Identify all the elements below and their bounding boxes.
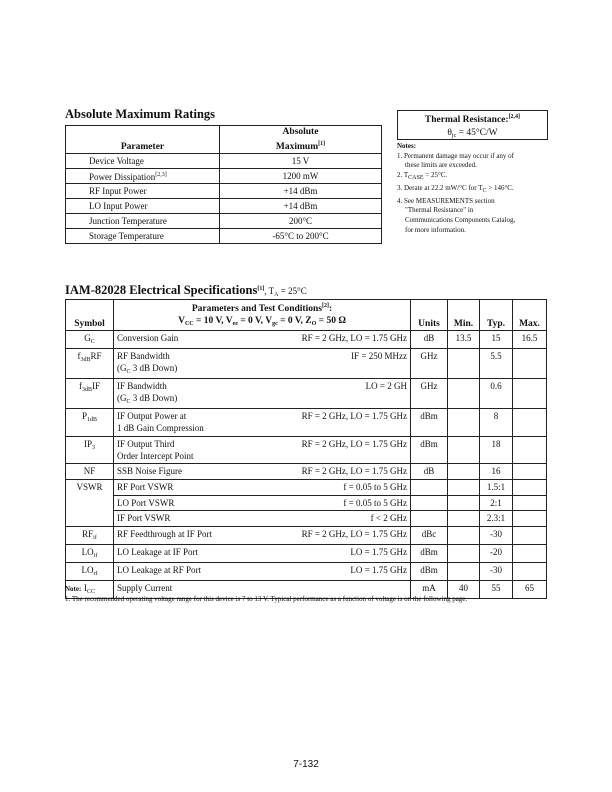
typ-cell: 16 — [480, 464, 513, 480]
max-cell — [513, 511, 547, 527]
min-cell: 13.5 — [448, 331, 480, 349]
symbol-cell: $LO_{if}$ — [66, 545, 114, 563]
absolute-max-ratings-table — [65, 125, 382, 244]
symbol-cell: NF — [66, 464, 114, 480]
param-cell: SSB Noise Figure RF = 2 GHz, LO = 1.75 GHz — [114, 464, 411, 480]
units-cell: GHz — [411, 349, 448, 379]
col-typ: Typ. — [480, 300, 513, 331]
table-row — [66, 464, 547, 480]
symbol-cell: $f_{3dB}RF$ — [66, 349, 114, 379]
max-cell — [513, 464, 547, 480]
param-cell: IF Bandwidth LO = 2 GH ($G_C$ 3 dB Down) — [114, 379, 411, 409]
electrical-specs-table — [65, 299, 547, 599]
max-cell — [513, 437, 547, 464]
col-parameter: Parameter — [66, 126, 220, 154]
symbol-cell: $LO_{rf}$ — [66, 563, 114, 581]
symbol-cell: $f_{3dB}IF$ — [66, 379, 114, 409]
max-cell: 16.5 — [513, 331, 547, 349]
symbol-cell: VSWR — [66, 480, 114, 527]
max-cell — [513, 563, 547, 581]
units-cell: dBc — [411, 527, 448, 545]
units-cell — [411, 480, 448, 496]
symbol-cell: $IP_3$ — [66, 437, 114, 464]
table-row — [66, 437, 547, 464]
typ-cell: 1.5:1 — [480, 480, 513, 496]
units-cell — [411, 511, 448, 527]
units-cell: dBm — [411, 409, 448, 437]
table-row: Storage Temperature -65°C to 200°C — [66, 229, 382, 244]
min-cell — [448, 349, 480, 379]
col-params: Parameters and Test Conditions[2]: $V_{CC} = 10$ V, $V_{ee} = 0$ V, $V_{gc} = 0$ V, $Z_O = 50$ Ω — [114, 300, 411, 331]
param-cell: IF Output Power at RF = 2 GHz, LO = 1.75 GHz 1 dB Gain Compression — [114, 409, 411, 437]
typ-cell: 2.3:1 — [480, 511, 513, 527]
typ-cell: 55 — [480, 581, 513, 599]
typ-cell: -30 — [480, 563, 513, 581]
param-cell: RF Port VSWR f = 0.05 to 5 GHz — [114, 480, 411, 496]
min-cell — [448, 527, 480, 545]
param-cell: Supply Current — [114, 581, 411, 599]
typ-cell: 18 — [480, 437, 513, 464]
table-row — [66, 409, 547, 437]
units-cell: dBm — [411, 563, 448, 581]
units-cell — [411, 496, 448, 511]
units-cell: dB — [411, 464, 448, 480]
table-row — [66, 379, 547, 409]
amr-title: Absolute Maximum Ratings — [65, 107, 216, 121]
param-cell: LO Leakage at RF Port LO = 1.75 GHz — [114, 563, 411, 581]
min-cell — [448, 409, 480, 437]
table-row — [66, 480, 547, 496]
max-cell: 65 — [513, 581, 547, 599]
min-cell — [448, 379, 480, 409]
table-row: Power Dissipation[2,3] 1200 mW — [66, 169, 382, 184]
units-cell: dBm — [411, 437, 448, 464]
max-cell — [513, 409, 547, 437]
units-cell: dBm — [411, 545, 448, 563]
table-row — [66, 545, 547, 563]
param-cell: RF Feedthrough at IF Port RF = 2 GHz, LO = 1.75 GHz — [114, 527, 411, 545]
max-cell — [513, 496, 547, 511]
page-number: 7-132 — [293, 759, 319, 770]
symbol-cell: $G_C$ — [66, 331, 114, 349]
typ-cell: 0.6 — [480, 379, 513, 409]
min-cell — [448, 545, 480, 563]
typ-cell: -30 — [480, 527, 513, 545]
table-row — [66, 527, 547, 545]
symbol-cell: $I_{CC}$ — [66, 581, 114, 599]
units-cell: mA — [411, 581, 448, 599]
param-cell: LO Port VSWR f = 0.05 to 5 GHz — [114, 496, 411, 511]
table-row — [66, 349, 547, 379]
typ-cell: 2:1 — [480, 496, 513, 511]
table-row — [66, 563, 547, 581]
col-min: Min. — [448, 300, 480, 331]
es-title: IAM-82028 Electrical Specifications[1], $T_A = 25^\circ C$ — [65, 283, 307, 298]
max-cell — [513, 349, 547, 379]
typ-cell: 8 — [480, 409, 513, 437]
table-row: RF Input Power +14 dBm — [66, 184, 382, 199]
param-cell: IF Port VSWR f < 2 GHz — [114, 511, 411, 527]
table-row: LO Input Power +14 dBm — [66, 199, 382, 214]
min-cell — [448, 496, 480, 511]
units-cell: GHz — [411, 379, 448, 409]
table-row — [66, 331, 547, 349]
param-cell: IF Output Third RF = 2 GHz, LO = 1.75 GHz Order Intercept Point — [114, 437, 411, 464]
col-symbol: Symbol — [66, 300, 114, 331]
param-cell: LO Leakage at IF Port LO = 1.75 GHz — [114, 545, 411, 563]
max-cell — [513, 480, 547, 496]
table-row: Device Voltage 15 V — [66, 154, 382, 169]
typ-cell: -20 — [480, 545, 513, 563]
max-cell — [513, 545, 547, 563]
col-absolute-max: Absolute Maximum[1] — [220, 126, 382, 154]
units-cell: dB — [411, 331, 448, 349]
symbol-cell: $RF_{if}$ — [66, 527, 114, 545]
symbol-cell: $P_{1dB}$ — [66, 409, 114, 437]
min-cell — [448, 464, 480, 480]
max-cell — [513, 379, 547, 409]
max-cell — [513, 527, 547, 545]
table-row — [66, 496, 547, 511]
min-cell — [448, 480, 480, 496]
table-row — [66, 511, 547, 527]
typ-cell: 15 — [480, 331, 513, 349]
table-row: Junction Temperature 200°C — [66, 214, 382, 229]
param-cell: RF Bandwidth IF = 250 MHzz ($G_C$ 3 dB Down) — [114, 349, 411, 379]
col-max: Max. — [513, 300, 547, 331]
param-cell: Conversion Gain RF = 2 GHz, LO = 1.75 GHz — [114, 331, 411, 349]
min-cell — [448, 563, 480, 581]
min-cell — [448, 437, 480, 464]
col-units: Units — [411, 300, 448, 331]
footnote: Note: 1. The recommended operating voltage range for this device is 7 to 13 V. Typical performance as a function of voltage is on the following page. — [65, 585, 468, 603]
thermal-notes: Notes: 1. Permanent damage may occur if any of these limits are exceeded. 2. $T_{CASE} = 25^\circ C$. 3. Derate at 22.2 mW/°C for $T_C > 146^\circ C$. 4. See MEASUREMENTS section "Thermal Resistance" in Communications Components Catalog, for more information. — [397, 142, 516, 234]
typ-cell: 5.5 — [480, 349, 513, 379]
min-cell: 40 — [448, 581, 480, 599]
thermal-resistance-box: Thermal Resistance:[2,4] $\theta_{jc} = 45^\circ C/W$ — [397, 110, 548, 140]
min-cell — [448, 511, 480, 527]
